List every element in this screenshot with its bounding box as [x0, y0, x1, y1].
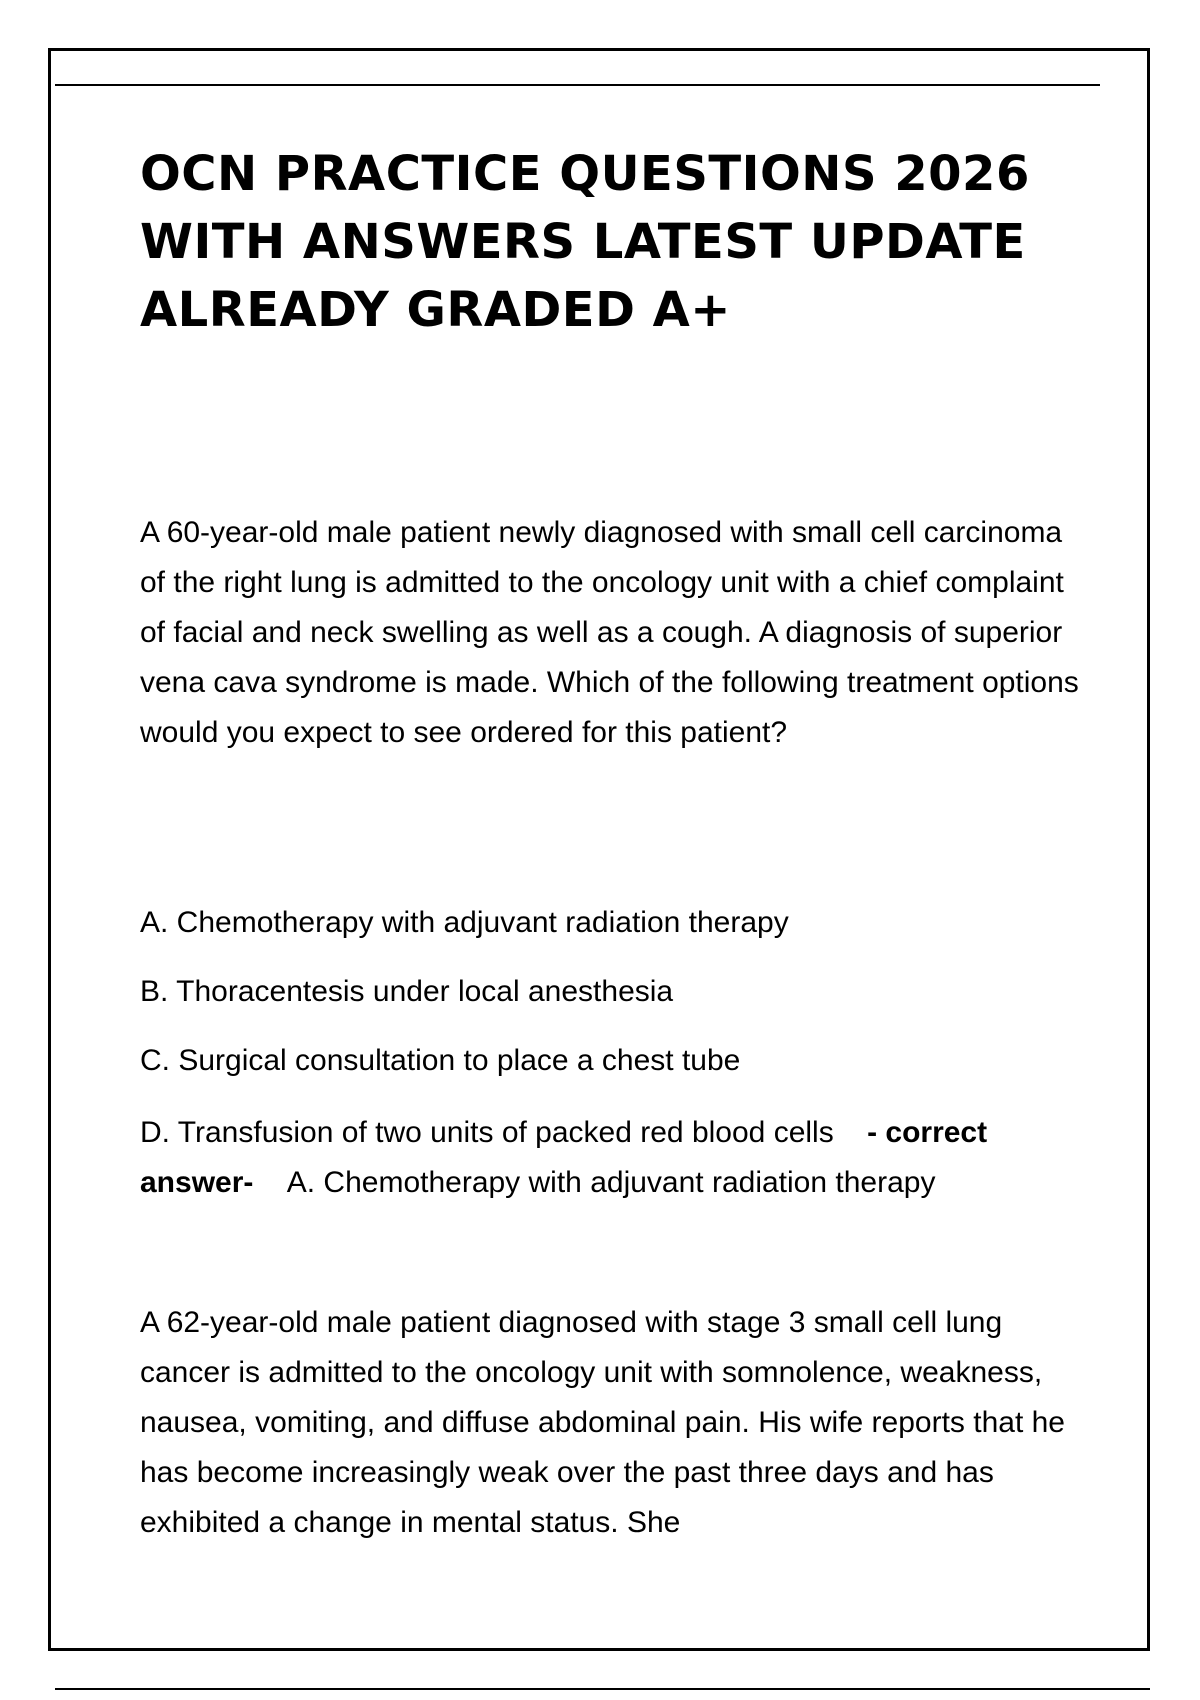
question-1-option-d-with-answer: [140, 1108, 1080, 1208]
question-1-option-d: D. Transfusion of two units of packed red blood cells: [140, 1116, 834, 1149]
document-title: OCN PRACTICE QUESTIONS 2026 WITH ANSWERS LATEST UPDATE ALREADY GRADED A+: [140, 146, 1030, 338]
header-rule: [55, 84, 1100, 86]
question-1-option-c: C. Surgical consultation to place a chest tube: [140, 1044, 741, 1077]
question-1-option-a: A. Chemotherapy with adjuvant radiation therapy: [140, 906, 789, 939]
correct-answer-label: - correct: [867, 1116, 988, 1149]
question-2-stem: A 62-year-old male patient diagnosed with stage 3 small cell lung cancer is admitted to the oncology unit with somnolence, weakness, nausea, vomiting, and diffuse abdominal pain. His wife reports that he has become increasingly weak over the past three days and has exhibited a change in mental status. She: [140, 1306, 1065, 1539]
question-1-answer: A. Chemotherapy with adjuvant radiation therapy: [286, 1166, 936, 1199]
question-1-stem: A 60-year-old male patient newly diagnosed with small cell carcinoma of the right lung is admitted to the oncology unit with a chief complaint of facial and neck swelling as well as a cough. A diagnosis of superior vena cava syndrome is made. Which of the following treatment options would you expect to see ordered for this patient?: [140, 516, 1079, 749]
correct-answer-label-cont: answer-: [140, 1166, 254, 1199]
question-1-option-b: B. Thoracentesis under local anesthesia: [140, 975, 674, 1008]
footer-rule: [55, 1688, 1150, 1690]
